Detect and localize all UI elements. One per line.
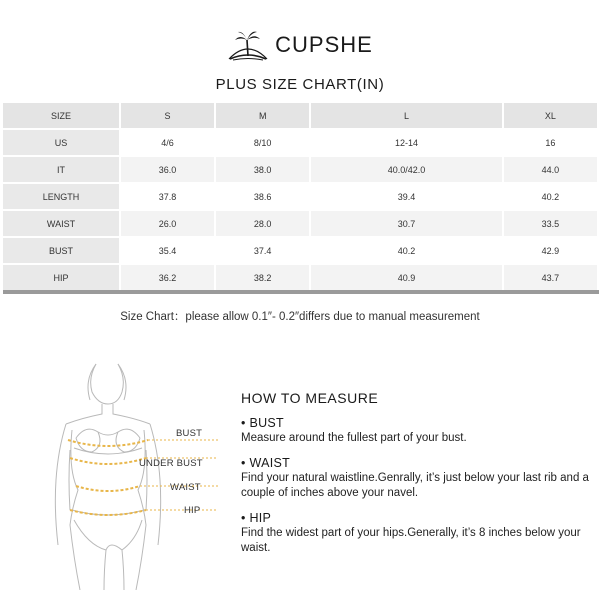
table-cell: 28.0 <box>216 211 311 238</box>
under-bust-tape <box>70 458 146 464</box>
bust-label: BUST <box>176 428 203 439</box>
section-text: Measure around the fullest part of your bust. <box>241 432 467 444</box>
section-heading: • WAIST <box>241 456 291 470</box>
palm-island-logo-icon <box>227 28 269 62</box>
header-cell: XL <box>504 103 599 130</box>
table-row <box>3 211 599 238</box>
hip-label: HIP <box>184 505 201 516</box>
waist-label: WAIST <box>170 482 201 493</box>
section-heading: • HIP <box>241 511 272 525</box>
header-cell: S <box>121 103 216 130</box>
table-cell: 40.2 <box>504 184 599 211</box>
table-cell: 30.7 <box>311 211 504 238</box>
table-row <box>3 157 599 184</box>
how-to-measure-title: HOW TO MEASURE <box>241 390 379 406</box>
body-figure <box>18 360 218 590</box>
row-label: LENGTH <box>3 184 121 211</box>
table-cell: 16 <box>504 130 599 157</box>
section-text: Find your natural waistline.Genrally, it’s just below your last rib and a couple of inches above your navel. <box>241 472 589 499</box>
table-cell: 36.2 <box>121 265 216 292</box>
table-cell: 40.9 <box>311 265 504 292</box>
header-cell: M <box>216 103 311 130</box>
table-row <box>3 238 599 265</box>
table-cell: 37.8 <box>121 184 216 211</box>
table-cell: 40.2 <box>311 238 504 265</box>
row-label: US <box>3 130 121 157</box>
table-row <box>3 265 599 292</box>
table-row <box>3 130 599 157</box>
chart-title: PLUS SIZE CHART(IN) <box>215 76 385 93</box>
waist-section <box>241 456 596 501</box>
table-cell: 38.0 <box>216 157 311 184</box>
table-bottom-rule <box>3 290 599 294</box>
waist-tape <box>76 486 140 491</box>
hip-tape <box>70 510 146 515</box>
table-cell: 38.2 <box>216 265 311 292</box>
table-cell: 43.7 <box>504 265 599 292</box>
table-cell: 36.0 <box>121 157 216 184</box>
table-cell: 35.4 <box>121 238 216 265</box>
table-cell: 40.0/42.0 <box>311 157 504 184</box>
table-cell: 44.0 <box>504 157 599 184</box>
brand-name: CUPSHE <box>275 32 373 57</box>
row-label: HIP <box>3 265 121 292</box>
header-cell: L <box>311 103 504 130</box>
table-cell: 4/6 <box>121 130 216 157</box>
table-cell: 12-14 <box>311 130 504 157</box>
measurement-note: Size Chart：please allow 0.1″- 0.2″differs due to manual measurement <box>120 311 480 323</box>
table-cell: 39.4 <box>311 184 504 211</box>
bust-tape <box>68 440 148 446</box>
table-cell: 38.6 <box>216 184 311 211</box>
table-cell: 33.5 <box>504 211 599 238</box>
row-label: IT <box>3 157 121 184</box>
hip-section <box>241 511 596 556</box>
row-label: BUST <box>3 238 121 265</box>
header-cell: SIZE <box>3 103 121 130</box>
table-cell: 42.9 <box>504 238 599 265</box>
table-cell: 37.4 <box>216 238 311 265</box>
section-text: Find the widest part of your hips.Generally, it’s 8 inches below your waist. <box>241 527 581 554</box>
table-cell: 8/10 <box>216 130 311 157</box>
how-to-measure <box>241 390 596 566</box>
section-heading: • BUST <box>241 416 284 430</box>
table-row <box>3 184 599 211</box>
brand-header <box>0 28 600 62</box>
under-bust-label: UNDER BUST <box>139 458 203 469</box>
table-cell: 26.0 <box>121 211 216 238</box>
bust-section <box>241 416 596 446</box>
table-header-row <box>3 103 599 130</box>
row-label: WAIST <box>3 211 121 238</box>
body-outline-illustration <box>18 360 218 590</box>
size-chart-table <box>3 103 599 292</box>
